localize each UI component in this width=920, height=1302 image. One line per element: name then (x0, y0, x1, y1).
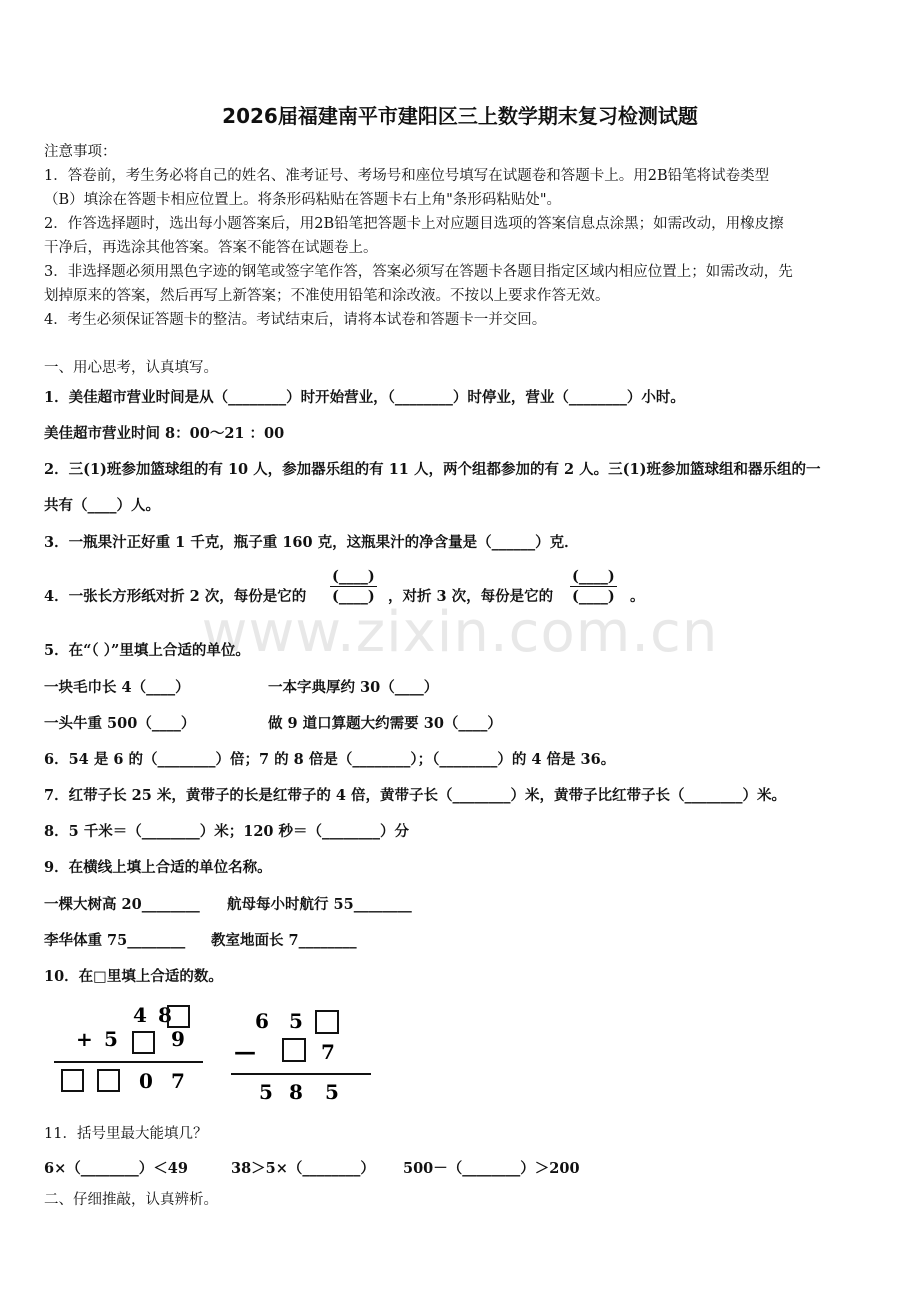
answer-box[interactable] (283, 1039, 305, 1061)
digit: 5 (259, 1080, 273, 1104)
watermark: www.zixin.com.cn (201, 600, 719, 665)
answer-box[interactable] (62, 1070, 83, 1091)
question-2: 2．三(1)班参加篮球组的有 10 人，参加器乐组的有 11 人，两个组都参加的有 2 人。三(1)班参加篮球组和器乐组的一 (44, 461, 821, 478)
question-1-sub: 美佳超市营业时间 8：00～21 ：00 (44, 425, 285, 442)
question-8: 8．5 千米＝（________）米；120 秒＝（________）分 (44, 823, 410, 840)
digit: 8 (289, 1080, 303, 1104)
digit: 7 (321, 1040, 335, 1064)
digit: 4 (133, 1003, 147, 1027)
digit: 5 (289, 1009, 303, 1033)
question-11-b: 38＞5×（________） (231, 1160, 375, 1177)
notes-line: （B）填涂在答题卡相应位置上。将条形码粘贴在答题卡右上角"条形码粘贴处"。 (44, 192, 561, 208)
digit: 9 (171, 1027, 185, 1051)
question-4-text-c: 。 (630, 588, 645, 605)
question-2-cont: 共有（____）人。 (44, 497, 160, 514)
fraction-denominator: (____) (572, 588, 615, 605)
answer-box[interactable] (316, 1011, 338, 1033)
question-1: 1．美佳超市营业时间是从（________）时开始营业，（________）时停业，营业（________）小时。 (44, 389, 685, 406)
notes-line: 3．非选择题必须用黑色字迹的钢笔或签字笔作答，答案必须写在答题卡各题目指定区域内相应位置上；如需改动，先 (44, 264, 793, 280)
digit: 5 (104, 1027, 118, 1051)
question-5: 5．在“（ ）”里填上合适的单位。 (44, 642, 250, 659)
plus-sign: + (76, 1027, 93, 1051)
question-5-a: 一块毛巾长 4（____） (44, 679, 190, 696)
question-3: 3．一瓶果汁正好重 1 千克，瓶子重 160 克，这瓶果汁的净含量是（______）克． (44, 534, 579, 551)
section-heading: 一、用心思考，认真填写。 (44, 360, 218, 376)
minus-sign: — (234, 1039, 256, 1065)
notes-line: 1．答卷前，考生务必将自己的姓名、准考证号、考场号和座位号填写在试题卷和答题卡上。用2B铅笔将试卷类型 (44, 168, 770, 184)
notes-line: 4．考生必须保证答题卡的整洁。考试结束后，请将本试卷和答题卡一并交回。 (44, 312, 547, 328)
question-7: 7．红带子长 25 米，黄带子的长是红带子的 4 倍，黄带子长（________）米，黄带子比红带子长（________）米。 (44, 787, 787, 804)
fraction-denominator: (____) (332, 588, 375, 605)
question-9: 9．在横线上填上合适的单位名称。 (44, 859, 272, 876)
question-10: 10．在□里填上合适的数。 (44, 968, 223, 985)
notes-line: 划掉原来的答案，然后再写上新答案；不准使用铅笔和涂改液。不按以上要求作答无效。 (44, 288, 610, 304)
section-heading: 二、仔细推敲，认真辨析。 (44, 1192, 218, 1208)
digit: 8 (158, 1003, 172, 1027)
digit: 5 (325, 1080, 339, 1104)
digit: 0 (139, 1069, 153, 1093)
digit: 7 (171, 1069, 185, 1093)
fraction-numerator: (____) (572, 568, 615, 585)
notes-line: 2．作答选择题时，选出每小题答案后，用2B铅笔把答题卡上对应题目选项的答案信息点涂黑；如需改动，用橡皮擦 (44, 216, 784, 232)
question-4-text-b: ，对折 3 次，每份是它的 (388, 588, 554, 605)
question-4-text-a: 4．一张长方形纸对折 2 次，每份是它的 (44, 588, 307, 605)
question-9-a: 一棵大树高 20________ (44, 896, 200, 913)
question-6: 6．54 是 6 的（________）倍；7 的 8 倍是（________）；（________）的 4 倍是 36。 (44, 751, 616, 768)
question-5-b: 一本字典厚约 30（____） (268, 679, 439, 696)
fraction-blank (330, 568, 377, 605)
notes-line: 干净后，再选涂其他答案。答案不能答在试题卷上。 (44, 240, 378, 256)
question-5-c: 一头牛重 500（____） (44, 715, 196, 732)
answer-box[interactable] (98, 1070, 119, 1091)
question-9-c: 李华体重 75________ (44, 932, 186, 949)
notes-heading: 注意事项： (44, 144, 117, 160)
fraction-blank (570, 568, 617, 605)
question-11-a: 6×（________）＜49 (44, 1160, 188, 1177)
question-9-d: 教室地面长 7________ (211, 932, 357, 949)
page-title: 2026届福建南平市建阳区三上数学期末复习检测试题 (222, 104, 698, 128)
answer-box[interactable] (133, 1032, 154, 1053)
question-9-b: 航母每小时航行 55________ (227, 896, 412, 913)
question-5-d: 做 9 道口算题大约需要 30（____） (268, 715, 502, 732)
fraction-numerator: (____) (332, 568, 375, 585)
question-11-c: 500－（________）＞200 (403, 1160, 580, 1177)
vertical-arithmetic (40, 998, 390, 1110)
question-11: 11．括号里最大能填几？ (44, 1126, 208, 1142)
digit: 6 (255, 1009, 269, 1033)
